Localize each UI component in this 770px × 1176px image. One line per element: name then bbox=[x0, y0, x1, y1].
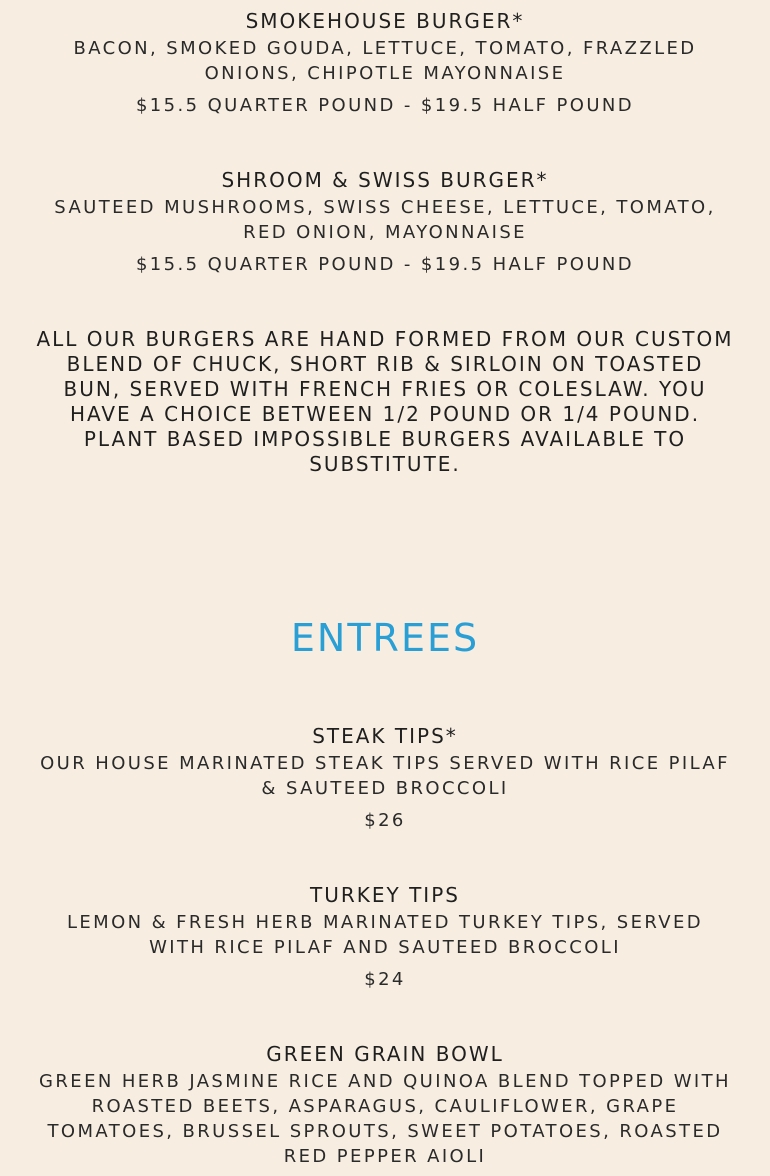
menu-item-description: BACON, SMOKED GOUDA, LETTUCE, TOMATO, FRAZZLED ONIONS, CHIPOTLE MAYONNAISE bbox=[73, 38, 697, 84]
burgers-note-block bbox=[0, 327, 770, 477]
burgers-note: ALL OUR BURGERS ARE HAND FORMED FROM OUR CUSTOM BLEND OF CHUCK, SHORT RIB & SIRLOIN ON TOASTED BUN, SERVED WITH FRENCH FRIES OR COLESLAW. YOU HAVE A CHOICE BETWEEN 1/2 POUND OR 1/4 POUND. PLANT BASED IMPOSSIBLE BURGERS AVAILABLE TO SUBSTITUTE. bbox=[36, 327, 734, 476]
menu-item-description: GREEN HERB JASMINE RICE AND QUINOA BLEND TOPPED WITH ROASTED BEETS, ASPARAGUS, CAULIFLOWER, GRAPE TOMATOES, BRUSSEL SPROUTS, SWEET POTATOES, ROASTED RED PEPPER AIOLI bbox=[39, 1071, 731, 1167]
menu-item-price: $15.5 QUARTER POUND - $19.5 HALF POUND bbox=[135, 95, 635, 116]
section-header-entrees bbox=[0, 616, 770, 660]
menu-item-name: GREEN GRAIN BOWL bbox=[266, 1042, 504, 1066]
menu-item-name: STEAK TIPS* bbox=[312, 724, 458, 748]
menu-item-description: SAUTEED MUSHROOMS, SWISS CHEESE, LETTUCE, TOMATO, RED ONION, MAYONNAISE bbox=[54, 197, 716, 243]
menu-item-smokehouse-burger bbox=[0, 9, 770, 118]
menu-item-steak-tips bbox=[0, 724, 770, 833]
menu-item-price: $15.5 QUARTER POUND - $19.5 HALF POUND bbox=[135, 254, 635, 275]
menu-item-description: OUR HOUSE MARINATED STEAK TIPS SERVED WITH RICE PILAF & SAUTEED BROCCOLI bbox=[40, 753, 730, 799]
menu-item-price: $26 bbox=[364, 810, 406, 831]
menu-item-name: SHROOM & SWISS BURGER* bbox=[221, 168, 549, 192]
menu-item-shroom-swiss-burger bbox=[0, 168, 770, 277]
section-title: ENTREES bbox=[290, 616, 480, 660]
menu-item-price: $24 bbox=[364, 969, 406, 990]
menu-item-description: LEMON & FRESH HERB MARINATED TURKEY TIPS, SERVED WITH RICE PILAF AND SAUTEED BROCCOLI bbox=[66, 912, 704, 958]
menu-item-name: SMOKEHOUSE BURGER* bbox=[245, 9, 525, 33]
menu-item-turkey-tips bbox=[0, 883, 770, 992]
menu-item-green-grain-bowl bbox=[0, 1042, 770, 1169]
menu-item-name: TURKEY TIPS bbox=[310, 883, 460, 907]
